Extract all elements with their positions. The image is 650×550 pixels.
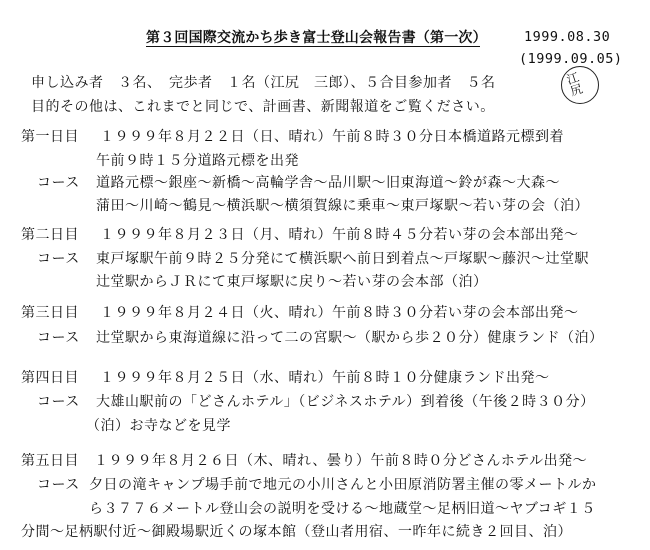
course-label: コース bbox=[37, 477, 80, 493]
revised-date: (1999.09.05) bbox=[519, 51, 623, 67]
day-label: 第三日目 bbox=[21, 305, 79, 321]
day-text: 蒲田～川崎～鶴見～横浜駅～横須賀線に乗車～東戸塚駅～若い芽の会（泊） bbox=[96, 198, 589, 214]
name-seal-stamp bbox=[561, 66, 599, 104]
title-underline bbox=[146, 46, 480, 47]
report-title: 第３回国際交流かち歩き富士登山会報告書（第一次） bbox=[146, 30, 487, 46]
day-label: 第一日目 bbox=[21, 129, 79, 145]
day-text: 分間～足柄駅付近～御殿場駅近くの塚本館（登山者用宿、一昨年に続き２回目、泊） bbox=[21, 524, 572, 540]
purpose-note: 目的その他は、これまでと同じで、計画書、新聞報道をご覧ください。 bbox=[31, 99, 495, 115]
course-label: コース bbox=[37, 394, 80, 410]
course-label: コース bbox=[37, 330, 80, 346]
day-text: 辻堂駅からＪＲにて東戸塚駅に戻り～若い芽の会本部（泊） bbox=[96, 274, 488, 290]
report-date: 1999.08.30 bbox=[524, 29, 611, 45]
participants-summary: 申し込み者 ３名、 完歩者 １名（江尻 三郎）、５合目参加者 ５名 bbox=[31, 75, 496, 91]
day-text: 夕日の滝キャンプ場手前で地元の小川さんと小田原消防署主催の零メートルか bbox=[89, 477, 597, 493]
seal-text: 江尻 bbox=[563, 70, 585, 98]
day-text: 大雄山駅前の「どさんホテル」（ビジネスホテル）到着後（午後２時３０分） bbox=[96, 394, 595, 410]
day-label: 第二日目 bbox=[21, 227, 79, 243]
day-text: １９９９年８月２４日（火、晴れ）午前８時３０分若い芽の会本部出発～ bbox=[100, 305, 579, 321]
day-text: １９９９年８月２２日（日、晴れ）午前８時３０分日本橋道路元標到着 bbox=[100, 129, 564, 145]
day-text: 東戸塚駅午前９時２５分発にて横浜駅へ前日到着点～戸塚駅～藤沢～辻堂駅 bbox=[96, 251, 589, 267]
course-label: コース bbox=[37, 251, 80, 267]
day-label: 第五日目 bbox=[21, 453, 79, 469]
day-label: 第四日目 bbox=[21, 370, 79, 386]
day-text: （泊）お寺などを見学 bbox=[86, 418, 231, 434]
day-text: １９９９年８月２３日（月、晴れ）午前８時４５分若い芽の会本部出発～ bbox=[100, 227, 579, 243]
day-text: 辻堂駅から東海道線に沿って二の宮駅～（駅から歩２０分）健康ランド（泊） bbox=[96, 330, 604, 346]
day-text: 午前９時１５分道路元標を出発 bbox=[96, 153, 299, 169]
day-text: １９９９年８月２５日（水、晴れ）午前８時１０分健康ランド出発～ bbox=[100, 370, 550, 386]
day-text: 道路元標～銀座～新橋～高輪学舎～品川駅～旧東海道～鈴が森～大森～ bbox=[96, 175, 560, 191]
day-text: １９９９年８月２６日（木、晴れ、曇り）午前８時０分どさんホテル出発～ bbox=[94, 453, 588, 469]
course-label: コース bbox=[37, 175, 80, 191]
day-text: ら３７７６メートル登山会の説明を受ける～地蔵堂～足柄旧道～ヤブコギ１５ bbox=[89, 501, 596, 517]
